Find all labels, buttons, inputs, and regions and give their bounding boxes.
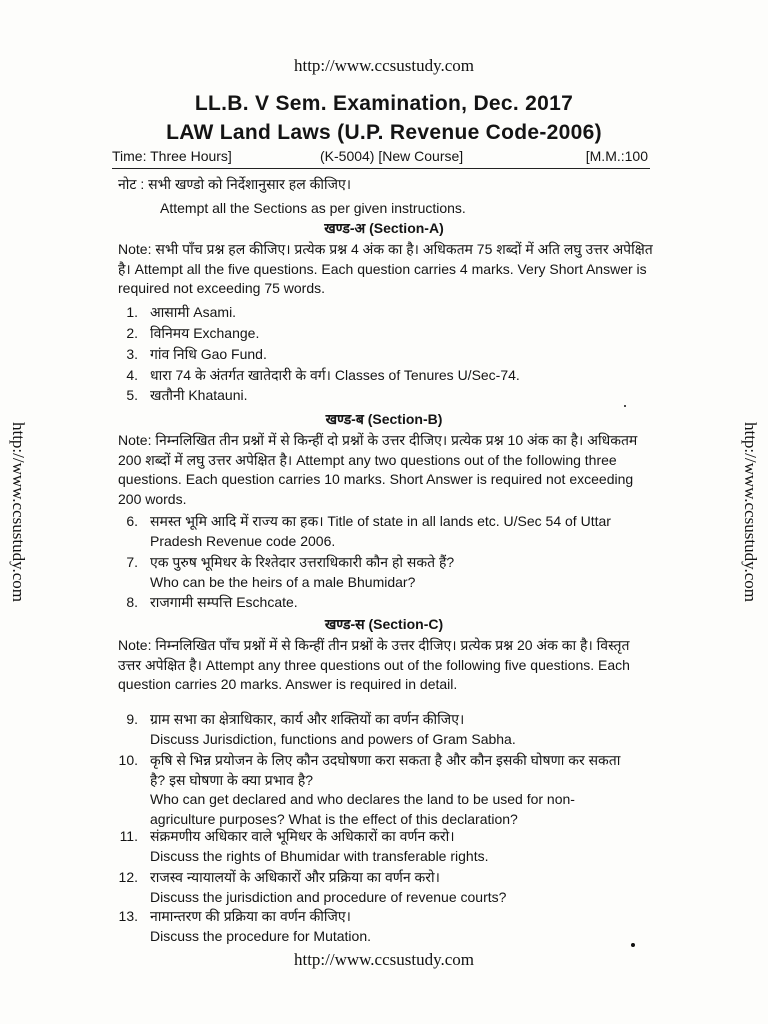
question-text: आसामी Asami. bbox=[150, 304, 237, 320]
paper-title: LAW Land Laws (U.P. Revenue Code-2006) bbox=[166, 121, 602, 144]
question-text: धारा 74 के अंतर्गत खातेदारी के वर्ग। Classes of Tenures U/Sec-74. bbox=[150, 367, 520, 383]
scan-speck bbox=[624, 405, 626, 407]
question-number: 8. bbox=[126, 594, 138, 610]
question-item bbox=[110, 386, 650, 406]
question-item bbox=[110, 366, 650, 386]
time-label: Time: Three Hours] bbox=[112, 148, 232, 164]
general-note-hindi: नोट : सभी खण्डो को निर्देशानुसार हल कीजिए। bbox=[118, 176, 352, 192]
question-number: 12. bbox=[118, 869, 138, 885]
question-number: 2. bbox=[126, 325, 138, 341]
question-text-english: Discuss the jurisdiction and procedure of revenue courts? bbox=[150, 889, 507, 905]
exam-meta-row bbox=[112, 148, 648, 170]
section-b-heading: खण्ड-ब (Section-B) bbox=[325, 411, 443, 427]
question-number: 4. bbox=[126, 367, 138, 383]
question-text: नामान्तरण की प्रक्रिया का वर्णन कीजिए। bbox=[150, 908, 351, 924]
url-top: http://www.ccsustudy.com bbox=[293, 56, 475, 75]
question-text-english: Discuss the rights of Bhumidar with transferable rights. bbox=[150, 848, 489, 864]
question-item bbox=[110, 710, 650, 750]
question-number: 11. bbox=[119, 828, 138, 844]
question-item bbox=[110, 751, 650, 831]
question-number: 7. bbox=[126, 554, 138, 570]
question-number: 5. bbox=[126, 387, 138, 403]
scan-speck bbox=[631, 943, 635, 947]
url-left-vertical: http://www.ccsustudy.com bbox=[9, 421, 28, 603]
question-text: गांव निधि Gao Fund. bbox=[150, 346, 267, 362]
question-item bbox=[110, 324, 650, 344]
question-text: राजगामी सम्पत्ति Eschcate. bbox=[150, 594, 298, 610]
question-text-english: Discuss the procedure for Mutation. bbox=[150, 928, 371, 944]
question-text: समस्त भूमि आदि में राज्य का हक। Title of state in all lands etc. U/Sec 54 of Uttar Pradesh Revenue code 2006. bbox=[150, 513, 611, 549]
section-a-note: Note: सभी पाँच प्रश्न हल कीजिए। प्रत्येक प्रश्न 4 अंक का है। अधिकतम 75 शब्दों में अति लघु उत्तर अपेक्षित है। Attempt all the five questions. Each question carries 4 marks. Very Short Answer is required not exceeding 75 words. bbox=[118, 241, 653, 296]
question-item bbox=[110, 907, 650, 947]
section-b-note: Note: निम्नलिखित तीन प्रश्नों में से किन्हीं दो प्रश्नों के उत्तर दीजिए। प्रत्येक प्रश्न 10 अंक का है। अधिकतम 200 शब्दों में लघु उत्तर अपेक्षित है। Attempt any two questions out of the following three questions. Each question carries 10 marks. Short Answer is required not exceeding 200 words. bbox=[118, 432, 638, 507]
section-c-note: Note: निम्नलिखित पाँच प्रश्नों में से किन्हीं तीन प्रश्नों के उत्तर दीजिए। प्रत्येक प्रश्न 20 अंक का है। विस्तृत उत्तर अपेक्षित है। Attempt any three questions out of the following five questions. Each question carries 20 marks. Answer is required in detail. bbox=[118, 637, 630, 692]
exam-title: LL.B. V Sem. Examination, Dec. 2017 bbox=[194, 92, 574, 115]
question-item bbox=[110, 868, 650, 908]
question-text: खतौनी Khatauni. bbox=[150, 387, 248, 403]
question-text: ग्राम सभा का क्षेत्राधिकार, कार्य और शक्तियों का वर्णन कीजिए। bbox=[150, 711, 465, 727]
question-text: राजस्व न्यायालयों के अधिकारों और प्रक्रिया का वर्णन करो। bbox=[150, 869, 440, 885]
general-note-english: Attempt all the Sections as per given instructions. bbox=[160, 200, 466, 216]
question-item bbox=[110, 593, 650, 613]
header-divider bbox=[112, 168, 650, 169]
question-item bbox=[110, 345, 650, 365]
paper-code: (K-5004) [New Course] bbox=[320, 148, 464, 164]
question-number: 6. bbox=[126, 513, 138, 529]
question-item bbox=[110, 827, 650, 867]
question-text-english: Who can be the heirs of a male Bhumidar? bbox=[150, 574, 416, 590]
question-item bbox=[110, 512, 650, 552]
question-text-english: Discuss Jurisdiction, functions and powers of Gram Sabha. bbox=[150, 731, 516, 747]
question-number: 1. bbox=[126, 304, 138, 320]
section-a-heading: खण्ड-अ (Section-A) bbox=[324, 220, 444, 236]
question-number: 3. bbox=[126, 346, 138, 362]
question-item bbox=[110, 303, 650, 323]
question-number: 9. bbox=[126, 711, 138, 727]
url-bottom: http://www.ccsustudy.com bbox=[293, 950, 475, 969]
question-text: एक पुरुष भूमिधर के रिश्तेदार उत्तराधिकारी कौन हो सकते हैं? bbox=[150, 554, 455, 570]
question-item bbox=[110, 553, 650, 593]
question-number: 10. bbox=[118, 752, 138, 768]
question-number: 13. bbox=[118, 908, 138, 924]
question-text: संक्रमणीय अधिकार वाले भूमिधर के अधिकारों का वर्णन करो। bbox=[150, 828, 455, 844]
section-c-heading: खण्ड-स (Section-C) bbox=[324, 616, 444, 632]
question-text-english: Who can get declared and who declares the land to be used for non-agriculture purposes? What is the effect of this declaration? bbox=[150, 791, 575, 827]
url-right-vertical: http://www.ccsustudy.com bbox=[741, 421, 760, 603]
max-marks: [M.M.:100 bbox=[585, 148, 648, 164]
question-text: कृषि से भिन्न प्रयोजन के लिए कौन उदघोषणा करा सकता है और कौन इसकी घोषणा कर सकता है? इस घोषणा के क्या प्रभाव है? bbox=[150, 752, 621, 788]
question-text: विनिमय Exchange. bbox=[150, 325, 260, 341]
